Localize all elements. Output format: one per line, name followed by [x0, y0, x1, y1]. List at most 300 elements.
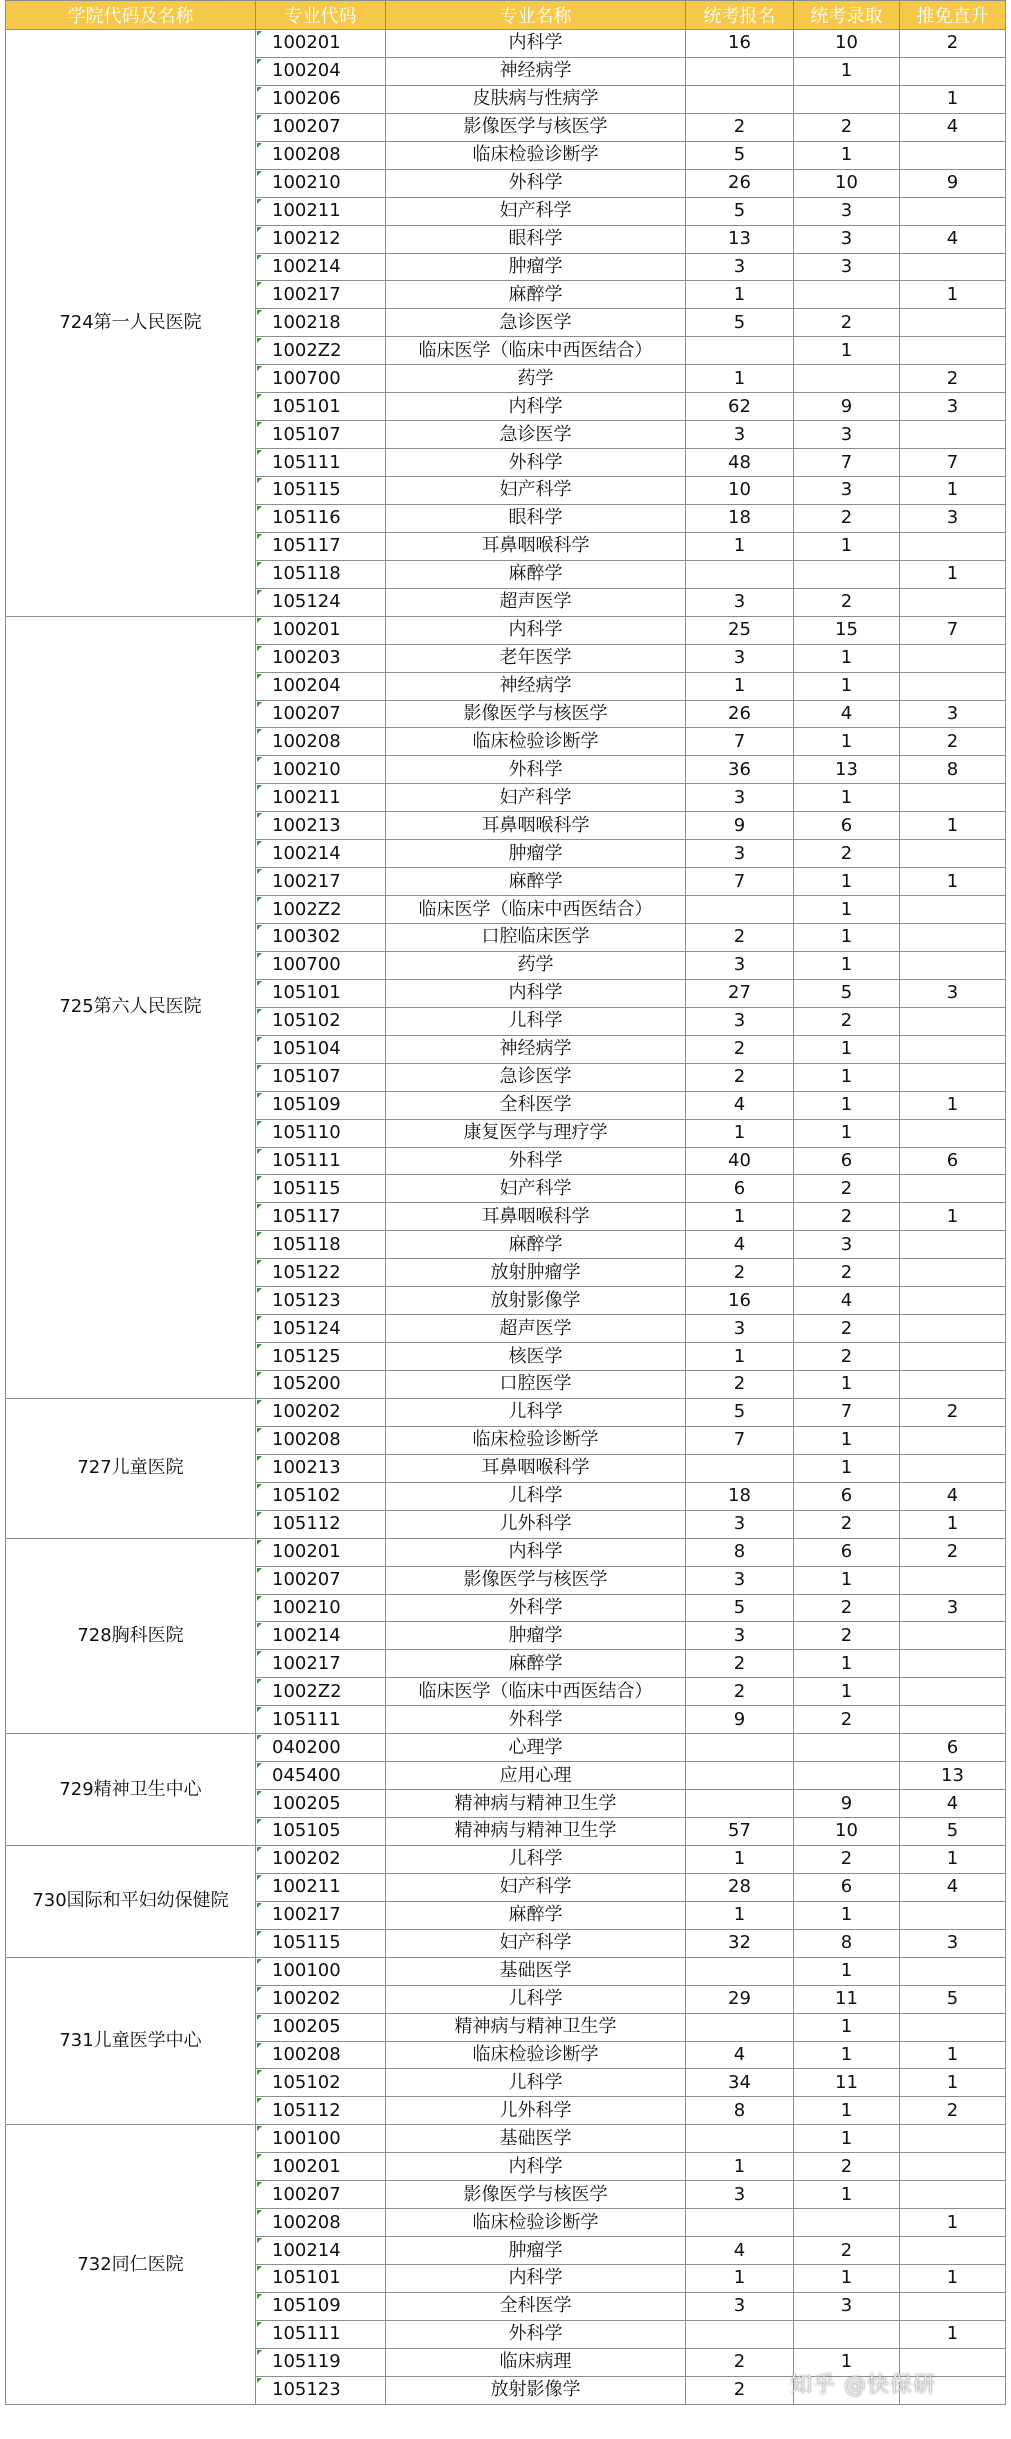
exam-admitted-cell: 1: [794, 728, 900, 756]
exam-applicants-cell: [686, 2125, 794, 2153]
major-code-cell: 105118: [256, 1231, 386, 1259]
recommended-cell: 6: [900, 1147, 1006, 1175]
exam-admitted-cell: 2: [794, 1706, 900, 1734]
table-row: [6, 1845, 1006, 1873]
exam-applicants-cell: [686, 896, 794, 924]
major-code-cell: 105122: [256, 1259, 386, 1287]
major-name-cell: 肿瘤学: [386, 2237, 686, 2265]
major-name-cell: 神经病学: [386, 57, 686, 85]
exam-applicants-cell: 2: [686, 924, 794, 952]
exam-applicants-cell: 2: [686, 1371, 794, 1399]
exam-applicants-cell: 6: [686, 1175, 794, 1203]
exam-admitted-cell: 1: [794, 1426, 900, 1454]
col-header-exam-applicants: 统考报名: [686, 1, 794, 30]
major-name-cell: 麻醉学: [386, 281, 686, 309]
recommended-cell: 9: [900, 169, 1006, 197]
exam-applicants-cell: 1: [686, 1203, 794, 1231]
exam-applicants-cell: 2: [686, 1259, 794, 1287]
major-code-cell: 105112: [256, 2097, 386, 2125]
major-code-cell: 105200: [256, 1371, 386, 1399]
exam-admitted-cell: 2: [794, 2153, 900, 2181]
major-code-cell: 100204: [256, 672, 386, 700]
major-code-cell: 100208: [256, 2209, 386, 2237]
exam-admitted-cell: 1: [794, 951, 900, 979]
major-code-cell: 100211: [256, 1873, 386, 1901]
exam-admitted-cell: 11: [794, 1985, 900, 2013]
major-code-cell: 1002Z2: [256, 1678, 386, 1706]
major-name-cell: 眼科学: [386, 225, 686, 253]
exam-admitted-cell: 10: [794, 169, 900, 197]
major-code-cell: 100207: [256, 2181, 386, 2209]
major-name-cell: 影像医学与核医学: [386, 700, 686, 728]
major-name-cell: 放射影像学: [386, 2376, 686, 2404]
exam-applicants-cell: 5: [686, 197, 794, 225]
col-header-college: 学院代码及名称: [6, 1, 256, 30]
major-name-cell: 药学: [386, 951, 686, 979]
major-name-cell: 肿瘤学: [386, 840, 686, 868]
recommended-cell: [900, 1035, 1006, 1063]
recommended-cell: [900, 532, 1006, 560]
major-code-cell: 100208: [256, 728, 386, 756]
major-code-cell: 100206: [256, 85, 386, 113]
exam-applicants-cell: 9: [686, 812, 794, 840]
exam-admitted-cell: 10: [794, 1818, 900, 1846]
major-name-cell: 儿科学: [386, 2069, 686, 2097]
exam-admitted-cell: 3: [794, 197, 900, 225]
recommended-cell: 1: [900, 2041, 1006, 2069]
major-code-cell: 100207: [256, 1566, 386, 1594]
recommended-cell: [900, 1678, 1006, 1706]
major-code-cell: 105104: [256, 1035, 386, 1063]
major-name-cell: 精神病与精神卫生学: [386, 1790, 686, 1818]
exam-applicants-cell: 3: [686, 421, 794, 449]
exam-admitted-cell: 1: [794, 2348, 900, 2376]
major-name-cell: 妇产科学: [386, 1175, 686, 1203]
major-code-cell: 100203: [256, 644, 386, 672]
major-name-cell: 临床医学（临床中西医结合）: [386, 896, 686, 924]
exam-admitted-cell: 2: [794, 1007, 900, 1035]
exam-admitted-cell: 2: [794, 1203, 900, 1231]
major-code-cell: 105116: [256, 504, 386, 532]
major-code-cell: 100214: [256, 2237, 386, 2265]
major-code-cell: 100214: [256, 1622, 386, 1650]
recommended-cell: 1: [900, 1091, 1006, 1119]
recommended-cell: [900, 2292, 1006, 2320]
major-code-cell: 105124: [256, 588, 386, 616]
exam-admitted-cell: 1: [794, 784, 900, 812]
exam-admitted-cell: 6: [794, 1482, 900, 1510]
exam-applicants-cell: 34: [686, 2069, 794, 2097]
exam-admitted-cell: 1: [794, 1119, 900, 1147]
exam-applicants-cell: 3: [686, 253, 794, 281]
exam-applicants-cell: 3: [686, 1566, 794, 1594]
exam-admitted-cell: 1: [794, 672, 900, 700]
exam-applicants-cell: [686, 1762, 794, 1790]
major-code-cell: 100201: [256, 2153, 386, 2181]
exam-applicants-cell: 2: [686, 113, 794, 141]
exam-admitted-cell: 1: [794, 1566, 900, 1594]
exam-applicants-cell: [686, 560, 794, 588]
exam-admitted-cell: 1: [794, 337, 900, 365]
recommended-cell: [900, 253, 1006, 281]
table-row: [6, 616, 1006, 644]
major-code-cell: 100217: [256, 1650, 386, 1678]
major-name-cell: 麻醉学: [386, 560, 686, 588]
college-name-cell: 724第一人民医院: [6, 30, 256, 617]
exam-admitted-cell: 1: [794, 896, 900, 924]
exam-admitted-cell: 6: [794, 1873, 900, 1901]
exam-admitted-cell: 3: [794, 1231, 900, 1259]
major-name-cell: 口腔临床医学: [386, 924, 686, 952]
exam-admitted-cell: 2: [794, 840, 900, 868]
exam-applicants-cell: 5: [686, 1398, 794, 1426]
exam-admitted-cell: [794, 1734, 900, 1762]
exam-applicants-cell: 1: [686, 2265, 794, 2293]
major-code-cell: 105101: [256, 979, 386, 1007]
major-code-cell: 105111: [256, 2320, 386, 2348]
recommended-cell: [900, 896, 1006, 924]
recommended-cell: [900, 588, 1006, 616]
major-name-cell: 老年医学: [386, 644, 686, 672]
exam-applicants-cell: 1: [686, 1343, 794, 1371]
exam-admitted-cell: 2: [794, 1594, 900, 1622]
exam-applicants-cell: 3: [686, 2181, 794, 2209]
exam-applicants-cell: 3: [686, 1622, 794, 1650]
col-header-exam-admitted: 统考录取: [794, 1, 900, 30]
major-name-cell: 外科学: [386, 1594, 686, 1622]
major-name-cell: 外科学: [386, 2320, 686, 2348]
major-name-cell: 儿外科学: [386, 1510, 686, 1538]
major-name-cell: 超声医学: [386, 588, 686, 616]
recommended-cell: 1: [900, 868, 1006, 896]
exam-applicants-cell: 3: [686, 588, 794, 616]
major-name-cell: 口腔医学: [386, 1371, 686, 1399]
recommended-cell: [900, 1119, 1006, 1147]
table-body: [6, 30, 1006, 2405]
major-name-cell: 神经病学: [386, 1035, 686, 1063]
recommended-cell: 2: [900, 1538, 1006, 1566]
major-code-cell: 100201: [256, 616, 386, 644]
recommended-cell: 1: [900, 2265, 1006, 2293]
recommended-cell: 2: [900, 365, 1006, 393]
recommended-cell: [900, 1706, 1006, 1734]
major-name-cell: 耳鼻咽喉科学: [386, 532, 686, 560]
major-name-cell: 影像医学与核医学: [386, 2181, 686, 2209]
exam-admitted-cell: 9: [794, 393, 900, 421]
recommended-cell: 13: [900, 1762, 1006, 1790]
exam-admitted-cell: 2: [794, 1845, 900, 1873]
college-name-cell: 727儿童医院: [6, 1398, 256, 1538]
major-name-cell: 精神病与精神卫生学: [386, 1818, 686, 1846]
major-code-cell: 105110: [256, 1119, 386, 1147]
exam-admitted-cell: 11: [794, 2069, 900, 2097]
exam-admitted-cell: [794, 85, 900, 113]
recommended-cell: 5: [900, 1818, 1006, 1846]
exam-applicants-cell: 4: [686, 1091, 794, 1119]
major-code-cell: 105111: [256, 1147, 386, 1175]
major-name-cell: 内科学: [386, 616, 686, 644]
major-name-cell: 临床医学（临床中西医结合）: [386, 1678, 686, 1706]
exam-admitted-cell: 1: [794, 924, 900, 952]
recommended-cell: [900, 924, 1006, 952]
exam-admitted-cell: 3: [794, 421, 900, 449]
exam-applicants-cell: 16: [686, 1287, 794, 1315]
exam-admitted-cell: 8: [794, 1929, 900, 1957]
recommended-cell: [900, 337, 1006, 365]
college-name-cell: 732同仁医院: [6, 2125, 256, 2404]
major-code-cell: 100207: [256, 113, 386, 141]
exam-admitted-cell: [794, 2209, 900, 2237]
recommended-cell: 1: [900, 2209, 1006, 2237]
exam-applicants-cell: [686, 2013, 794, 2041]
major-name-cell: 药学: [386, 365, 686, 393]
major-name-cell: 肿瘤学: [386, 1622, 686, 1650]
exam-admitted-cell: 1: [794, 2041, 900, 2069]
major-name-cell: 皮肤病与性病学: [386, 85, 686, 113]
exam-applicants-cell: 2: [686, 1650, 794, 1678]
exam-applicants-cell: 1: [686, 2153, 794, 2181]
major-code-cell: 045400: [256, 1762, 386, 1790]
recommended-cell: [900, 1343, 1006, 1371]
recommended-cell: 1: [900, 281, 1006, 309]
major-name-cell: 临床病理: [386, 2348, 686, 2376]
recommended-cell: 2: [900, 30, 1006, 58]
major-name-cell: 核医学: [386, 1343, 686, 1371]
exam-applicants-cell: 3: [686, 951, 794, 979]
recommended-cell: [900, 1901, 1006, 1929]
major-code-cell: 100210: [256, 169, 386, 197]
exam-applicants-cell: 32: [686, 1929, 794, 1957]
recommended-cell: 4: [900, 1482, 1006, 1510]
exam-applicants-cell: 3: [686, 1007, 794, 1035]
major-name-cell: 急诊医学: [386, 309, 686, 337]
exam-admitted-cell: 3: [794, 225, 900, 253]
exam-applicants-cell: [686, 1734, 794, 1762]
major-name-cell: 麻醉学: [386, 1901, 686, 1929]
major-code-cell: 105107: [256, 421, 386, 449]
table-row: [6, 30, 1006, 58]
exam-applicants-cell: 5: [686, 1594, 794, 1622]
exam-admitted-cell: 15: [794, 616, 900, 644]
exam-admitted-cell: 1: [794, 57, 900, 85]
major-code-cell: 105101: [256, 2265, 386, 2293]
exam-applicants-cell: 3: [686, 1510, 794, 1538]
exam-applicants-cell: 3: [686, 840, 794, 868]
exam-applicants-cell: 3: [686, 644, 794, 672]
major-code-cell: 100201: [256, 30, 386, 58]
major-name-cell: 内科学: [386, 979, 686, 1007]
exam-admitted-cell: 2: [794, 1622, 900, 1650]
major-code-cell: 100218: [256, 309, 386, 337]
major-name-cell: 应用心理: [386, 1762, 686, 1790]
exam-applicants-cell: 27: [686, 979, 794, 1007]
major-code-cell: 100202: [256, 1985, 386, 2013]
exam-applicants-cell: [686, 57, 794, 85]
exam-applicants-cell: 1: [686, 1901, 794, 1929]
exam-applicants-cell: 62: [686, 393, 794, 421]
college-name-cell: 728胸科医院: [6, 1538, 256, 1734]
exam-applicants-cell: 10: [686, 477, 794, 505]
major-name-cell: 内科学: [386, 2265, 686, 2293]
major-name-cell: 基础医学: [386, 1957, 686, 1985]
recommended-cell: [900, 141, 1006, 169]
exam-admitted-cell: 2: [794, 1315, 900, 1343]
recommended-cell: 1: [900, 812, 1006, 840]
major-code-cell: 100213: [256, 812, 386, 840]
major-code-cell: 100217: [256, 1901, 386, 1929]
major-code-cell: 105102: [256, 1007, 386, 1035]
recommended-cell: 1: [900, 1510, 1006, 1538]
recommended-cell: 3: [900, 1594, 1006, 1622]
exam-admitted-cell: [794, 1762, 900, 1790]
major-code-cell: 100204: [256, 57, 386, 85]
recommended-cell: [900, 1622, 1006, 1650]
exam-admitted-cell: 6: [794, 1538, 900, 1566]
recommended-cell: 4: [900, 225, 1006, 253]
major-code-cell: 105101: [256, 393, 386, 421]
major-code-cell: 105115: [256, 477, 386, 505]
exam-admitted-cell: 10: [794, 30, 900, 58]
exam-admitted-cell: 1: [794, 2265, 900, 2293]
major-name-cell: 放射肿瘤学: [386, 1259, 686, 1287]
exam-applicants-cell: 18: [686, 1482, 794, 1510]
exam-admitted-cell: 1: [794, 1063, 900, 1091]
exam-applicants-cell: 3: [686, 2292, 794, 2320]
exam-admitted-cell: 1: [794, 1454, 900, 1482]
col-header-recommended: 推免直升: [900, 1, 1006, 30]
exam-admitted-cell: [794, 2320, 900, 2348]
college-name-cell: 730国际和平妇幼保健院: [6, 1845, 256, 1957]
exam-admitted-cell: 3: [794, 2292, 900, 2320]
exam-admitted-cell: 1: [794, 2125, 900, 2153]
major-code-cell: 100211: [256, 197, 386, 225]
exam-admitted-cell: [794, 365, 900, 393]
col-header-major-code: 专业代码: [256, 1, 386, 30]
major-code-cell: 100201: [256, 1538, 386, 1566]
exam-admitted-cell: 2: [794, 1510, 900, 1538]
recommended-cell: 7: [900, 616, 1006, 644]
exam-applicants-cell: 1: [686, 365, 794, 393]
exam-admitted-cell: 2: [794, 588, 900, 616]
exam-applicants-cell: 2: [686, 1063, 794, 1091]
table-row: [6, 2125, 1006, 2153]
major-code-cell: 105118: [256, 560, 386, 588]
major-name-cell: 肿瘤学: [386, 253, 686, 281]
exam-applicants-cell: 5: [686, 141, 794, 169]
major-name-cell: 影像医学与核医学: [386, 113, 686, 141]
exam-applicants-cell: 7: [686, 868, 794, 896]
major-name-cell: 妇产科学: [386, 477, 686, 505]
major-code-cell: 100208: [256, 1426, 386, 1454]
major-name-cell: 急诊医学: [386, 1063, 686, 1091]
major-name-cell: 康复医学与理疗学: [386, 1119, 686, 1147]
exam-applicants-cell: 1: [686, 281, 794, 309]
major-code-cell: 100100: [256, 2125, 386, 2153]
major-code-cell: 100208: [256, 141, 386, 169]
major-name-cell: 急诊医学: [386, 421, 686, 449]
major-name-cell: 妇产科学: [386, 1929, 686, 1957]
college-name-cell: 731儿童医学中心: [6, 1957, 256, 2125]
exam-admitted-cell: 2: [794, 2237, 900, 2265]
recommended-cell: 3: [900, 504, 1006, 532]
major-name-cell: 临床检验诊断学: [386, 141, 686, 169]
recommended-cell: 3: [900, 393, 1006, 421]
exam-admitted-cell: 4: [794, 1287, 900, 1315]
major-name-cell: 妇产科学: [386, 784, 686, 812]
major-code-cell: 105102: [256, 1482, 386, 1510]
exam-admitted-cell: 3: [794, 477, 900, 505]
exam-admitted-cell: [794, 281, 900, 309]
recommended-cell: 1: [900, 2069, 1006, 2097]
exam-applicants-cell: 29: [686, 1985, 794, 2013]
recommended-cell: [900, 1259, 1006, 1287]
major-code-cell: 100208: [256, 2041, 386, 2069]
watermark: 知乎 @快保研: [790, 2373, 936, 2398]
major-name-cell: 耳鼻咽喉科学: [386, 1454, 686, 1482]
recommended-cell: [900, 421, 1006, 449]
exam-applicants-cell: 48: [686, 449, 794, 477]
recommended-cell: 5: [900, 1985, 1006, 2013]
exam-applicants-cell: 26: [686, 169, 794, 197]
exam-admitted-cell: [794, 560, 900, 588]
recommended-cell: [900, 1371, 1006, 1399]
exam-applicants-cell: [686, 85, 794, 113]
major-name-cell: 耳鼻咽喉科学: [386, 812, 686, 840]
exam-admitted-cell: 9: [794, 1790, 900, 1818]
exam-admitted-cell: 1: [794, 2181, 900, 2209]
recommended-cell: [900, 1175, 1006, 1203]
exam-applicants-cell: 7: [686, 728, 794, 756]
major-code-cell: 100217: [256, 281, 386, 309]
major-name-cell: 麻醉学: [386, 1231, 686, 1259]
major-code-cell: 105109: [256, 2292, 386, 2320]
major-name-cell: 基础医学: [386, 2125, 686, 2153]
admission-table: [5, 0, 1006, 2405]
recommended-cell: [900, 840, 1006, 868]
major-name-cell: 外科学: [386, 1706, 686, 1734]
major-name-cell: 全科医学: [386, 2292, 686, 2320]
exam-admitted-cell: 1: [794, 644, 900, 672]
major-name-cell: 影像医学与核医学: [386, 1566, 686, 1594]
recommended-cell: [900, 1063, 1006, 1091]
major-name-cell: 临床检验诊断学: [386, 2209, 686, 2237]
major-code-cell: 100217: [256, 868, 386, 896]
major-code-cell: 105105: [256, 1818, 386, 1846]
recommended-cell: 8: [900, 756, 1006, 784]
major-code-cell: 100202: [256, 1398, 386, 1426]
exam-applicants-cell: [686, 2209, 794, 2237]
exam-admitted-cell: 7: [794, 449, 900, 477]
major-name-cell: 心理学: [386, 1734, 686, 1762]
exam-admitted-cell: 1: [794, 1901, 900, 1929]
exam-applicants-cell: [686, 1454, 794, 1482]
major-code-cell: 100210: [256, 756, 386, 784]
major-name-cell: 眼科学: [386, 504, 686, 532]
major-code-cell: 105123: [256, 1287, 386, 1315]
exam-applicants-cell: 3: [686, 784, 794, 812]
exam-applicants-cell: 8: [686, 2097, 794, 2125]
recommended-cell: [900, 1007, 1006, 1035]
table-row: [6, 1398, 1006, 1426]
major-name-cell: 儿科学: [386, 1985, 686, 2013]
table-row: [6, 1734, 1006, 1762]
major-name-cell: 外科学: [386, 169, 686, 197]
major-code-cell: 105117: [256, 532, 386, 560]
exam-applicants-cell: 36: [686, 756, 794, 784]
major-code-cell: 100700: [256, 951, 386, 979]
table-row: [6, 1538, 1006, 1566]
major-code-cell: 100302: [256, 924, 386, 952]
